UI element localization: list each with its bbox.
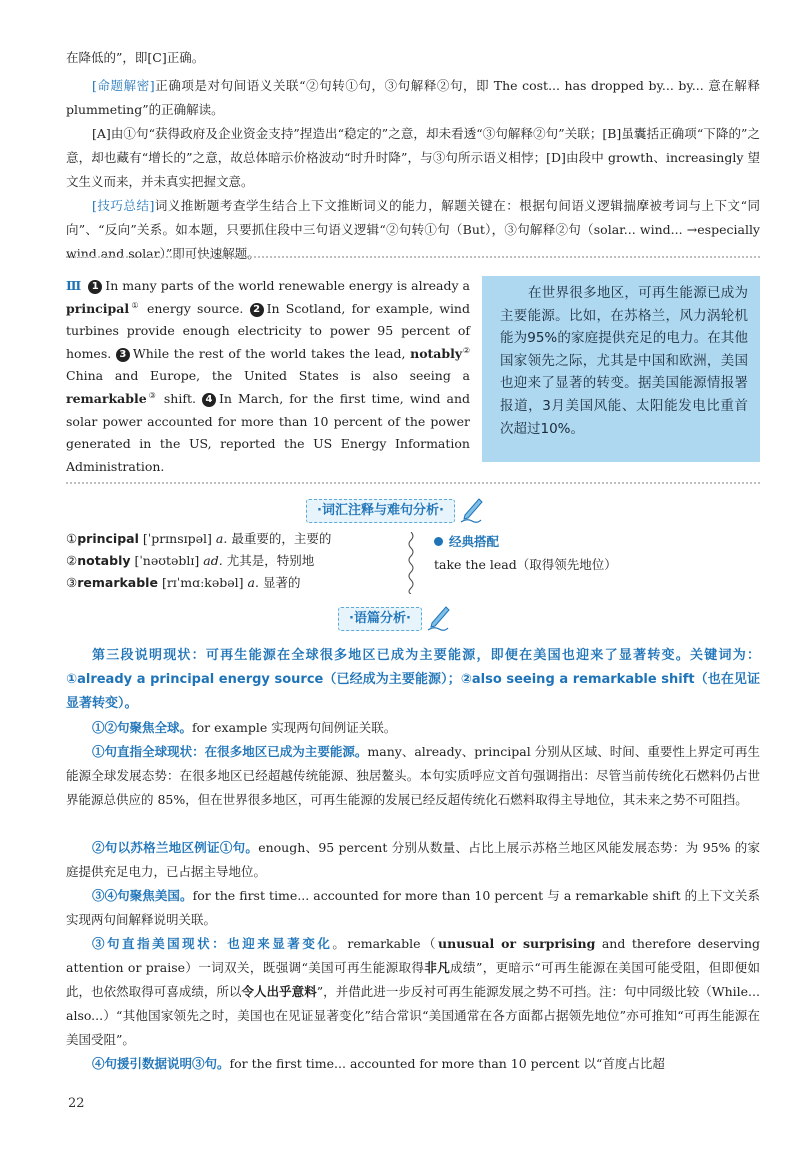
analysis-p2-head: ①②句聚焦全球。 xyxy=(92,720,193,735)
pen-icon xyxy=(459,498,483,524)
options-paragraph: [A]由①句“获得政府及企业资金支持”捏造出“稳定的”之意，却未看透“③句解释②句”关联；[B]虽囊括正确项“下降的”之意，却也藏有“增长的”之意，故总体暗示价格波动“时升时降”，与③句所示语义相悖；[D]由段中 growth、increasingly 望文生义而来，并未真实把握文意。 xyxy=(66,126,760,189)
footnote-mark: ③ xyxy=(146,390,158,400)
vocab-item: ②notably [ˈnəʊtəblɪ] ad. 尤其是，特别地 xyxy=(66,553,315,568)
footnote-mark: ① xyxy=(129,300,141,310)
divider-passage xyxy=(66,482,760,484)
mingti-label: [命题解密] xyxy=(92,78,155,93)
jiqiao-text: 词义推断题考查学生结合上下文推断词义的能力，解题关键在：根据句间语义逻辑揣摩被考词与上下文“同向”、“反向”关系。如本题，只要抓住段中三句语义逻辑“②句转①句（But），③句解释②句（solar... wind... →especially wind and solar）”即可快速解题。 xyxy=(66,198,760,261)
passage-text xyxy=(66,275,470,478)
analysis-p2 xyxy=(66,716,760,740)
sentence-1a: In many parts of the world renewable energy is already a xyxy=(105,278,470,293)
analysis-p5-head: ③④句聚焦美国。 xyxy=(92,888,193,903)
roman-numeral: Ⅲ xyxy=(66,278,81,293)
pen-icon xyxy=(426,606,450,632)
sentence-number-icon: 4 xyxy=(202,393,216,407)
keyword-remarkable: remarkable xyxy=(66,390,147,406)
analysis-p7-head: ④句援引数据说明③句。 xyxy=(92,1056,230,1071)
analysis-p5 xyxy=(66,884,760,932)
bullet-icon xyxy=(434,537,443,546)
analysis-summary: 第三段说明现状：可再生能源在全球很多地区已成为主要能源，即便在美国也迎来了显著转变。关键词为：①already a principal energy source（已经成为主要能源）；②also seeing a remarkable shift（也在见证显著转变）。 xyxy=(66,648,760,711)
analysis-banner-title: ·语篇分析· xyxy=(338,607,422,631)
keyword-principal: principal xyxy=(66,300,130,316)
analysis-p2-text: for example 实现两句间例证关联。 xyxy=(192,720,397,735)
vocab-banner-title: ·词汇注释与难句分析· xyxy=(306,499,455,523)
footnote-mark: ② xyxy=(462,345,471,355)
collocation-item: take the lead（取得领先地位） xyxy=(434,557,617,572)
keyword-notably: notably xyxy=(410,345,463,361)
sentence-2: In Scotland, for example, wind turbines provide enough electricity to power 95 percent of homes. xyxy=(66,300,470,361)
sentence-3c: shift. xyxy=(163,390,196,406)
top-line: 在降低的”，即[C]正确。 xyxy=(66,50,205,65)
analysis-p7 xyxy=(66,1052,760,1076)
analysis-banner xyxy=(338,606,450,632)
wave-divider-icon xyxy=(406,532,416,594)
sentence-3b: China and Europe, the United States is also seeing a xyxy=(66,368,470,384)
collocation-block xyxy=(434,530,754,576)
sentence-number-icon: 2 xyxy=(250,303,264,317)
analysis-p3 xyxy=(66,740,760,812)
sentence-1b: energy source. xyxy=(146,300,244,316)
page-number: 22 xyxy=(68,1096,85,1111)
vocab-list xyxy=(66,528,396,594)
analysis-p6-head: ③句直指美国现状：也迎来显著变化 xyxy=(92,936,333,951)
divider-top xyxy=(66,256,760,258)
vocab-banner xyxy=(306,498,483,524)
vocab-item: ③remarkable [rɪˈmɑːkəbəl] a. 显著的 xyxy=(66,575,301,590)
mingti-paragraph xyxy=(66,74,760,122)
analysis-p4 xyxy=(66,836,760,884)
analysis-p4-text: enough、95 percent 分别从数量、占比上展示苏格兰地区风能发展态势：为 95% 的家庭提供充足电力，已占据主导地位。 xyxy=(66,840,760,879)
analysis-p3-text: many、already、principal 分别从区域、时间、重要性上界定可再生能源全球发展态势：在很多地区已经超越传统能源、独居鳌头。本句实质呼应文首句强调指出：尽管当前传统化石燃料仍占世界能源总供应的 85%，但在世界很多地区，可再生能源的发展已经反超传统化石燃料取得主导地位，其未来之势不可阻挡。 xyxy=(66,744,760,807)
jiqiao-label: [技巧总结] xyxy=(92,198,155,213)
sentence-3a: While the rest of the world takes the lead, xyxy=(132,345,406,361)
analysis-p7-text: for the first time... accounted for more than 10 percent 以“首度占比超 xyxy=(229,1056,665,1071)
mingti-text: 正确项是对句间语义关联“②句转①句，③句解释②句，即 The cost... has dropped by... by... 意在解释 plummeting”的正确解读。 xyxy=(66,78,760,117)
vocab-item: ①principal [ˈprɪnsɪpəl] a. 最重要的，主要的 xyxy=(66,531,332,546)
sentence-number-icon: 3 xyxy=(116,348,130,362)
analysis-p3-head: ①句直指全球现状：在很多地区已成为主要能源。 xyxy=(92,744,368,759)
analysis-p5-text: for the first time... accounted for more than 10 percent 与 a remarkable shift 的上下文关系实现两句间解释说明关联。 xyxy=(66,888,760,927)
sentence-4: In March, for the first time, wind and solar power accounted for more than 10 percent of the power generated in the US, reported the US Energy Information Administration. xyxy=(66,390,470,474)
translation-box: 在世界很多地区，可再生能源已成为主要能源。比如，在苏格兰，风力涡轮机能为95%的家庭提供充足的电力。在其他国家领先之际，尤其是中国和欧洲，美国也迎来了显著的转变。据美国能源情报署报道，3月美国风能、太阳能发电比重首次超过10%。 xyxy=(482,276,760,462)
analysis-p6: ③句直指美国现状：也迎来显著变化。remarkable（unusual or surprising and therefore deserving attention or praise）一词双关，既强调“美国可再生能源取得非凡成绩”，更暗示“可再生能源在美国可能受阻，但即便如此，也依然取得可喜成绩，所以令人出乎意料”，并借此进一步反衬可再生能源发展之势不可挡。注：句中同级比较（While... also...）“其他国家领先之时，美国也在见证显著变化”结合常识“美国通常在各方面都占据领先地位”亦可推知“可再生能源在美国受阻”。 xyxy=(66,936,761,1047)
analysis-p4-head: ②句以苏格兰地区例证①句。 xyxy=(92,840,259,855)
collocation-title: 经典搭配 xyxy=(449,534,500,549)
sentence-number-icon: 1 xyxy=(88,280,102,294)
